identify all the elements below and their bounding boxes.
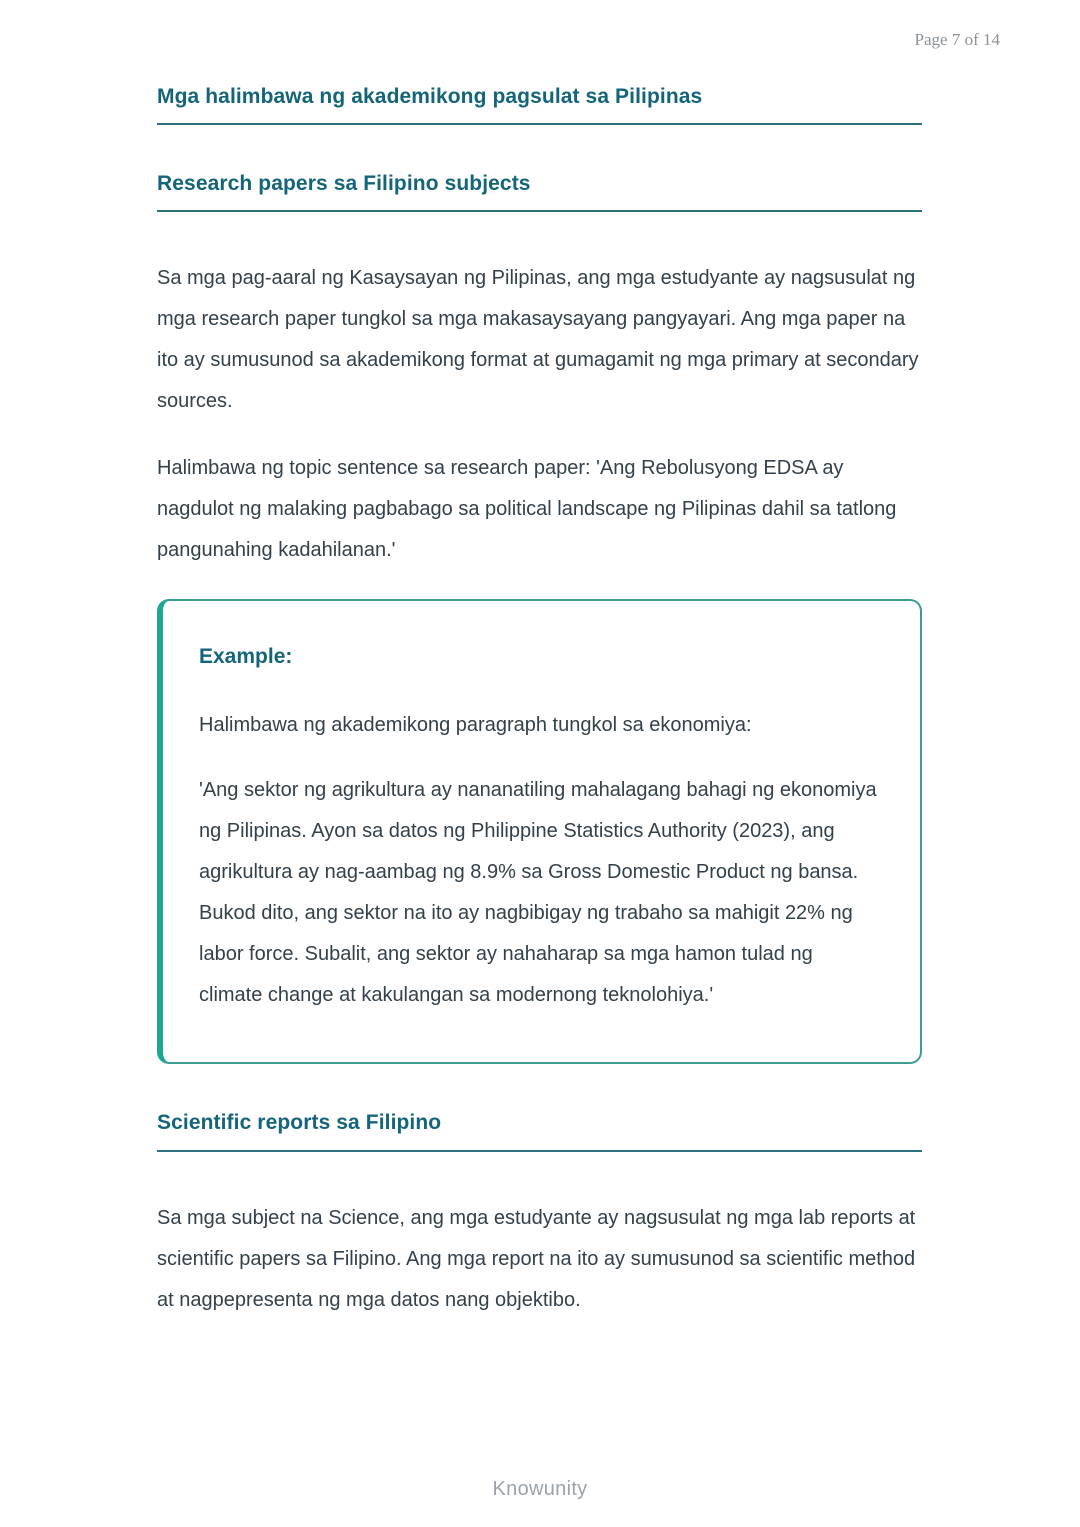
heading-rule <box>157 210 922 212</box>
example-label: Example: <box>199 645 293 669</box>
example-intro: Halimbawa ng akademikong paragraph tungkol sa ekonomiya: <box>199 714 752 737</box>
footer-brand: Knowunity <box>492 1478 588 1500</box>
section-heading-scientific-reports: Scientific reports sa Filipino <box>157 1111 442 1135</box>
main-heading: Mga halimbawa ng akademikong pagsulat sa Pilipinas <box>157 85 703 108</box>
paragraph-scientific-reports: Sa mga subject na Science, ang mga estudyante ay nagsusulat ng mga lab reports at scientific papers sa Filipino. Ang mga report na ito ay sumusunod sa scientific method at nagpepresenta ng mga datos nang objektibo. <box>157 1206 916 1311</box>
paragraph-research-intro: Sa mga pag-aaral ng Kasaysayan ng Pilipinas, ang mga estudyante ay nagsusulat ng mga research paper tungkol sa mga makasaysayang pangyayari. Ang mga paper na ito ay sumusunod sa akademikong format at gumagamit ng mga primary at secondary sources. <box>157 267 919 413</box>
heading-rule <box>157 1150 922 1152</box>
page-indicator: Page 7 of 14 <box>914 30 1000 49</box>
example-box <box>157 599 922 1064</box>
section-heading-research-papers: Research papers sa Filipino subjects <box>157 172 531 196</box>
example-body: 'Ang sektor ng agrikultura ay nananatiling mahalagang bahagi ng ekonomiya ng Pilipinas. Ayon sa datos ng Philippine Statistics Authority (2023), ang agrikultura ay nag-aambag ng 8.9% sa Gross Domestic Product ng bansa. Bukod dito, ang sektor na ito ay nagbibigay ng trabaho sa mahigit 22% ng labor force. Subalit, ang sektor ay nahaharap sa mga hamon tulad ng climate change at kakulangan sa modernong teknolohiya.' <box>199 779 877 1007</box>
paragraph-topic-sentence-example: Halimbawa ng topic sentence sa research paper: 'Ang Rebolusyong EDSA ay nagdulot ng malaking pagbabago sa political landscape ng Pilipinas dahil sa tatlong pangunahing kadahilanan.' <box>157 457 897 562</box>
document-content <box>157 0 922 1321</box>
heading-rule <box>157 123 922 125</box>
